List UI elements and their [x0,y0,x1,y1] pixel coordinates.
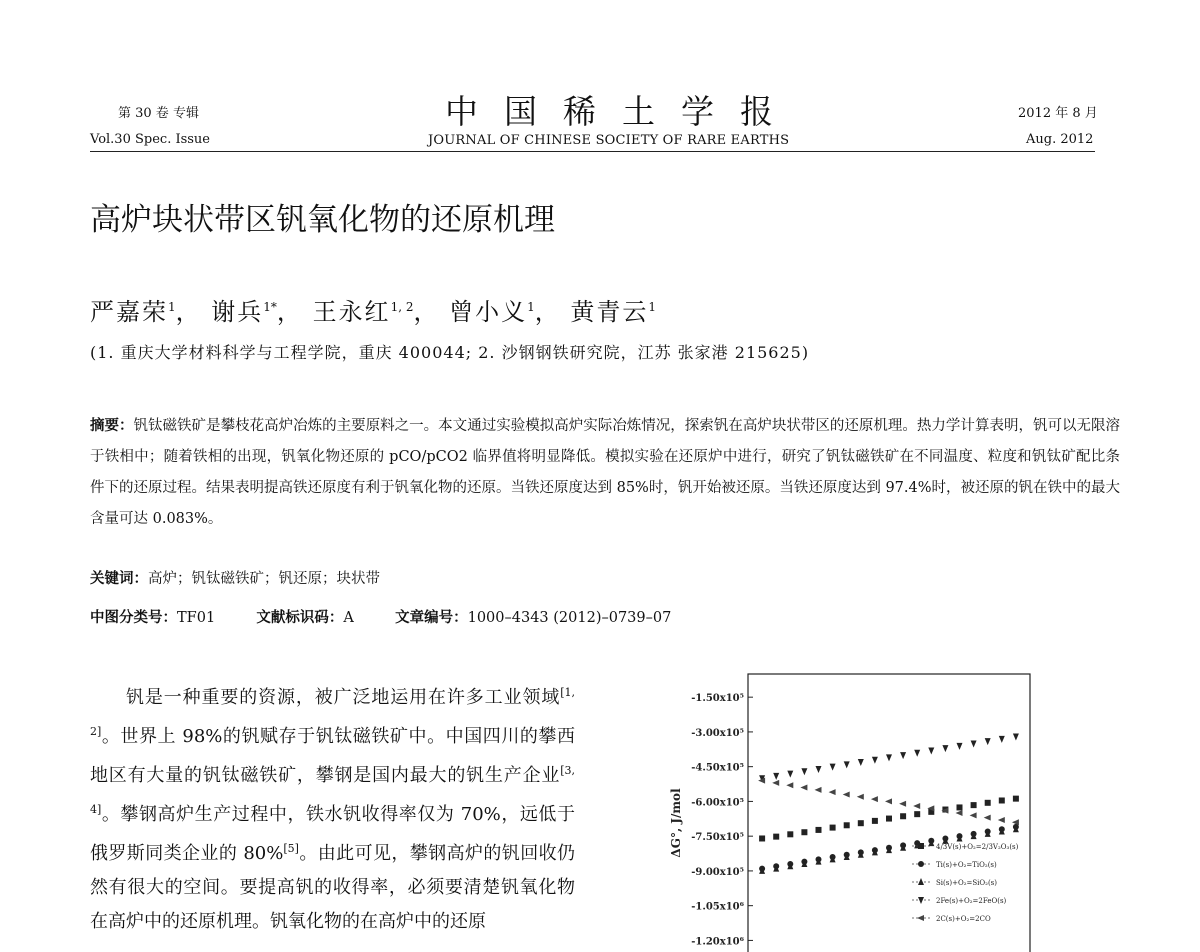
data-point [970,812,977,818]
author-name: 严嘉荣 [90,298,168,326]
data-point [858,759,864,766]
data-point [886,754,892,761]
abstract-label: 摘要： [90,417,134,434]
data-point [917,915,924,921]
doc-code-label: 文献标识码： [256,609,344,626]
body-text-c: 。攀钢高炉生产过程中，铁水钒收得率仅为 70%，远低于俄罗斯同类企业的 80% [90,804,575,864]
data-point [984,815,991,821]
citation: [5] [283,842,299,855]
y-tick-label: -4.50x10⁵ [691,762,744,774]
y-axis-label: ΔG°, J/mol [669,788,683,858]
author-name: 王永红 [312,298,391,326]
citation: [1, 2] [90,686,575,738]
data-point [816,766,822,773]
article-no-label: 文章编号： [395,609,468,626]
data-point [900,813,906,819]
data-point [914,750,920,757]
data-point [816,827,822,833]
volume-cn: 第 30 卷 专辑 [118,106,199,121]
data-point [913,803,920,809]
volume-en: Vol.30 Spec. Issue [90,132,210,147]
data-point [928,747,934,754]
data-point [773,773,779,780]
legend-label: 4/3V(s)+O₂=2/3V₂O₃(s) [936,843,1019,851]
body-text-a: 钒是一种重要的资源，被广泛地运用在许多工业领域 [126,687,561,708]
data-point [899,801,906,807]
data-point [872,818,878,824]
y-tick-label: -3.00x10⁵ [691,727,744,739]
y-tick-label: -1.20x10⁶ [691,936,744,948]
body-paragraph [90,676,575,939]
data-point [900,752,906,759]
affiliation: (1. 重庆大学材料科学与工程学院，重庆 400044; 2. 沙钢钢铁研究院，江苏 张家港 215625) [90,343,810,362]
citation: [3, 4] [90,764,575,816]
data-point [918,843,924,849]
header-rule [90,151,1095,152]
data-point [985,738,991,745]
legend-label: 2C(s)+O₂=2CO [936,915,991,923]
data-point [772,780,779,786]
data-point [885,798,892,804]
data-point [918,861,924,867]
y-tick-label: -1.50x10⁵ [691,693,744,705]
data-point [957,743,963,750]
data-point [918,878,924,885]
y-tick-label: -7.50x10⁵ [691,832,744,844]
author-affil: 1, 2 [390,300,414,314]
data-point [918,897,924,904]
doc-code-value: A [343,610,354,626]
data-point [957,804,963,810]
article-no-value: 1000–4343 (2012)–0739–07 [467,610,672,626]
data-point [787,831,793,837]
legend-label: 2Fe(s)+O₂=2FeO(s) [936,897,1007,905]
author-affil: 1 [168,300,176,314]
keywords-label: 关键词： [90,570,148,587]
data-point [971,741,977,748]
data-point [1013,796,1019,802]
clc-value: TF01 [177,610,216,626]
data-point [956,810,963,816]
data-point [843,791,850,797]
data-point [786,782,793,788]
legend-label: Si(s)+O₂=SiO₂(s) [936,879,997,887]
y-tick-label: -6.00x10⁵ [691,797,744,809]
data-point [801,829,807,835]
data-point [942,745,948,752]
data-point [872,757,878,764]
author-name: 曾小义 [449,298,528,326]
data-point [815,787,822,793]
data-point [787,771,793,778]
data-point [886,816,892,822]
data-point [844,822,850,828]
body-column [90,676,575,939]
data-point [998,817,1005,823]
classification-line [90,606,790,630]
keywords [90,567,380,591]
data-point [830,764,836,771]
data-point [1013,734,1019,741]
gibbs-energy-chart [640,660,1100,952]
author-affil: 1 [648,300,657,314]
y-tick-label: -9.00x10⁵ [691,866,744,878]
date-cn: 2012 年 8 月 [1018,106,1098,121]
data-point [871,796,878,802]
journal-title-cn: 中国稀土学报 [445,92,799,131]
body-text-b: 。世界上 98%的钒赋存于钒钛磁铁矿中。中国四川的攀西地区有大量的钒钛磁铁矿，攀钢是国内最大的钒生产企业 [90,726,575,786]
data-point [830,825,836,831]
author-list: 严嘉荣$^1$， 谢兵$^{1*}$， 王永红$^{1, 2}$， 曾小义$^1$， 黄青云$^1$ [90,298,657,326]
data-point [999,797,1005,803]
y-tick-label: -1.05x10⁶ [691,901,744,913]
data-point [773,834,779,840]
data-point [857,794,864,800]
clc-label: 中图分类号： [90,609,177,626]
journal-title-en: JOURNAL OF CHINESE SOCIETY OF RARE EARTHS [428,133,790,148]
data-point [999,736,1005,743]
author-affil: 1 [527,300,535,314]
data-point [985,800,991,806]
author-name: 谢兵 [211,298,264,326]
body-text-d: 。由此可见，攀钢高炉的钒回收仍然有很大的空间。要提高钒的收得率，必须要清楚钒氧化物在高炉中的还原机理。钒氧化物的在高炉中的还原 [90,843,575,932]
abstract [90,410,1120,535]
data-point [759,835,765,841]
data-point [801,768,807,775]
data-point [829,789,836,795]
abstract-text: 钒钛磁铁矿是攀枝花高炉冶炼的主要原料之一。本文通过实验模拟高炉实际冶炼情况，探索钒在高炉块状带区的还原机理。热力学计算表明，钒可以无限溶于铁相中；随着铁相的出现，钒氧化物还原的 pCO/pCO2 临界值将明显降低。模拟实验在还原炉中进行，研究了钒钛磁铁矿在不同温度、粒度和钒钛矿配比条件下的还原过程。结果表明提高铁还原度有利于钒氧化物的还原。当铁还原度达到 85%时，钒开始被还原。当铁还原度达到 97.4%时，被还原的钒在铁中的最大含量可达 0.083%。 [90,418,1121,527]
plot-frame [748,674,1030,952]
legend-label: Ti(s)+O₂=TiO₂(s) [936,861,997,869]
data-point [844,761,850,768]
data-point [971,802,977,808]
paper-title: 高炉块状带区钒氧化物的还原机理 [90,202,555,238]
data-point [858,820,864,826]
author-affil: 1* [263,300,277,314]
data-point [914,811,920,817]
date-en: Aug. 2012 [1026,132,1094,147]
keywords-text: 高炉；钒钛磁铁矿；钒还原；块状带 [148,571,380,587]
data-point [800,785,807,791]
author-name: 黄青云 [570,298,649,326]
